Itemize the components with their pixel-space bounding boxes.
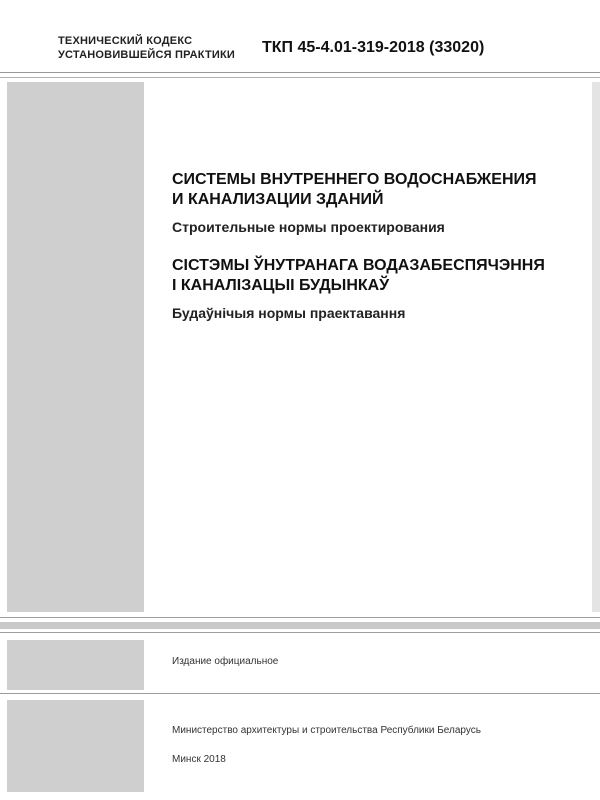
- subtitle-by: Будаўнічыя нормы праектавання: [172, 305, 406, 321]
- publisher-label: Министерство архитектуры и строительства Республики Беларусь: [172, 725, 481, 736]
- gray-edition-block: [7, 640, 144, 690]
- city-year-label: Минск 2018: [172, 754, 226, 765]
- document-type-line2: УСТАНОВИВШЕЙСЯ ПРАКТИКИ: [58, 49, 236, 61]
- divider-line: [0, 693, 600, 694]
- document-type-label: [58, 34, 235, 62]
- divider-line: [0, 632, 600, 633]
- title-by-line1: СІСТЭМЫ ЎНУТРАНАГА ВОДАЗАБЕСПЯЧЭННЯ: [172, 257, 545, 274]
- edition-label: Издание официальное: [172, 656, 279, 667]
- document-number: ТКП 45-4.01-319-2018 (33020): [262, 39, 485, 56]
- title-ru-line2: И КАНАЛИЗАЦИИ ЗДАНИЙ: [172, 191, 384, 208]
- title-by-line2: І КАНАЛІЗАЦЫІ БУДЫНКАЎ: [172, 277, 390, 294]
- frame-inner-line: [0, 77, 600, 78]
- gray-right-strip: [592, 82, 600, 612]
- divider-line: [0, 617, 600, 618]
- subtitle-ru: Строительные нормы проектирования: [172, 219, 445, 235]
- title-block: [172, 170, 592, 322]
- gray-publisher-block: [7, 700, 144, 792]
- document-type-line1: ТЕХНИЧЕСКИЙ КОДЕКС: [58, 35, 193, 47]
- gray-band: [0, 622, 600, 629]
- title-ru-line1: СИСТЕМЫ ВНУТРЕННЕГО ВОДОСНАБЖЕНИЯ: [172, 171, 537, 188]
- gray-side-block: [7, 82, 144, 612]
